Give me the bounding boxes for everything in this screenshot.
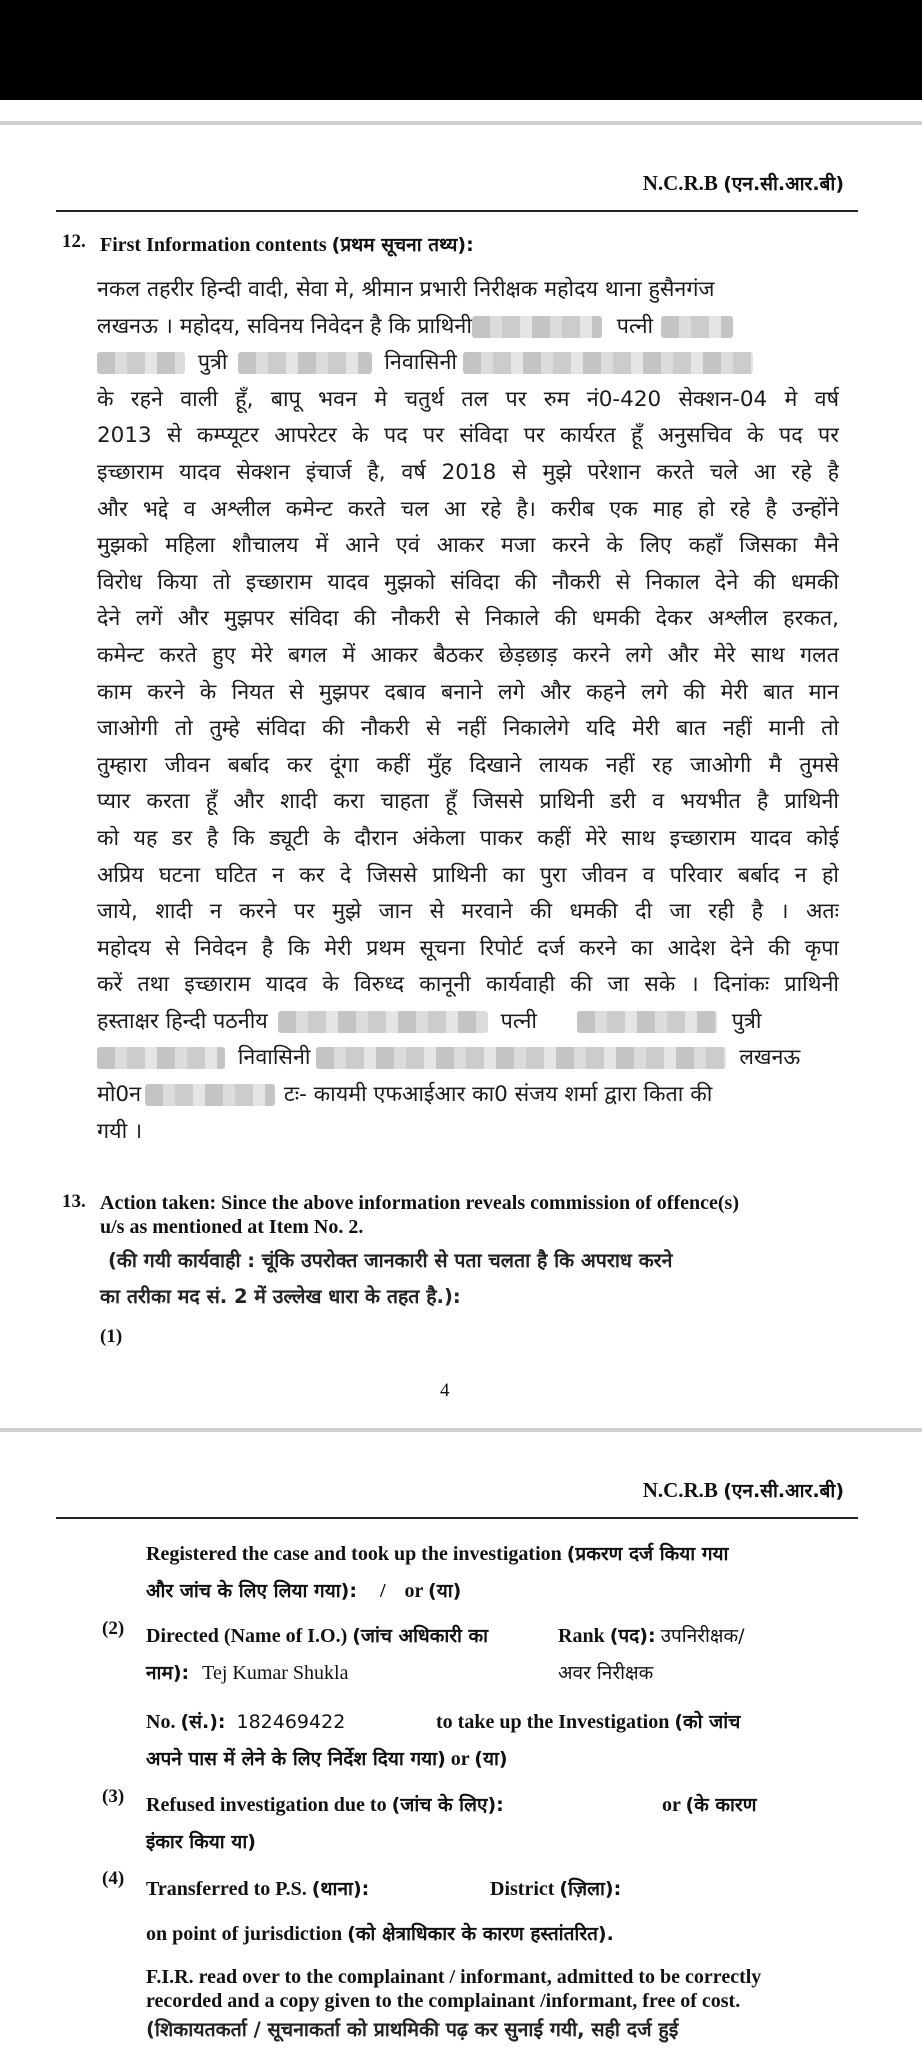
ncrb-label-hindi: (एन.सी.आर.बी) xyxy=(723,1480,844,1502)
rank-line1: Rank (पद): उपनिरीक्षक/ xyxy=(558,1625,745,1647)
io-number: 182469422 xyxy=(236,1711,346,1733)
narrative-line: को यह डर है कि ड्यूटी के दौरान अंकेला पाकर कहीं मेरे साथ इच्छाराम यादव कोई xyxy=(97,825,839,851)
narrative-line: अप्रिय घटना घटित न कर दे जिससे प्राथिनी का पुरा जीवन व परिवार बर्बाद न हो xyxy=(97,862,839,888)
narrative-line: मो0न टः- कायमी एफआईआर का0 संजय शर्मा द्वारा किता की xyxy=(97,1082,713,1108)
refused-line1: Refused investigation due to (जांच के लिए): xyxy=(146,1794,504,1816)
header-rule xyxy=(56,210,858,212)
section-13-hindi-line2: का तरीका मद सं. 2 में उल्लेख धारा के तहत है.): xyxy=(100,1285,461,1308)
jurisdiction-line: on point of jurisdiction (को क्षेत्राधिकार के कारण हस्तांतरित). xyxy=(146,1923,614,1945)
redacted-block xyxy=(97,1047,225,1069)
section-13-hindi-line1: (की गयी कार्यवाही : चूंकि उपरोक्त जानकारी से पता चलता है कि अपराध करने xyxy=(108,1249,673,1272)
narrative-line: निवासिनी लखनऊ xyxy=(97,1040,839,1077)
redacted-block xyxy=(661,316,733,338)
section-12-number: 12. xyxy=(62,231,86,252)
narrative-line: काम करने के नियत से मुझपर दबाव बनाने लगे और कहने लगे की मेरी बात मान xyxy=(97,679,839,705)
page-number: 4 xyxy=(440,1380,450,1401)
redacted-block xyxy=(577,1011,717,1033)
narrative-line: इच्छाराम यादव सेक्शन इंचार्ज है, वर्ष 2018 से मुझे परेशान करते चले आ रहे है xyxy=(97,459,839,485)
district-line: District (ज़िला): xyxy=(490,1878,622,1900)
narrative-line: के रहने वाली हूँ, बापू भवन मे चतुर्थ तल पर रुम नं0-420 सेक्शन-04 मे वर्ष xyxy=(97,386,839,412)
section-13-title-line2: u/s as mentioned at Item No. 2. xyxy=(100,1216,364,1238)
page-separator xyxy=(0,1428,922,1432)
redacted-block xyxy=(278,1011,488,1033)
ncrb-label: N.C.R.B xyxy=(642,1478,718,1502)
page-separator xyxy=(0,121,922,125)
redacted-block xyxy=(463,352,753,374)
item-4-index: (4) xyxy=(102,1868,125,1889)
narrative-line: प्यार करता हूँ और शादी करा चाहता हूँ जिससे प्राथिनी डरी व भयभीत है प्राथिनी xyxy=(97,789,839,815)
narrative-line: पुत्री निवासिनी xyxy=(97,345,839,382)
rank-value: उपनिरीक्षक/ xyxy=(660,1625,745,1647)
item-3-index: (3) xyxy=(102,1786,125,1807)
header-rule xyxy=(56,1517,858,1519)
section-12-title-hi: (प्रथम सूचना तथ्य): xyxy=(331,234,474,256)
section-12-title-en: First Information contents xyxy=(100,234,327,256)
narrative-line: महोदय से निवेदन है कि मेरी प्रथम सूचना रिपोर्ट दर्ज करने का आदेश देने की कृपा xyxy=(97,935,839,961)
rank-line2: अवर निरीक्षक xyxy=(558,1662,654,1684)
refused-line2: इंकार किया या) xyxy=(146,1831,256,1853)
narrative-line: जाओगी तो तुम्हे संविदा की नौकरी से नहीं निकालेगे यदि मेरी बात नहीं मानी तो xyxy=(97,716,839,742)
io-name: Tej Kumar Shukla xyxy=(202,1662,349,1684)
redacted-block xyxy=(472,316,602,338)
narrative-line: विरोध किया तो इच्छाराम यादव मुझको संविदा की नौकरी से निकाल देने की धमकी xyxy=(97,569,839,595)
narrative-line: 2013 से कम्प्यूटर आपरेटर के पद पर संविदा पर कार्यरत हूँ अनुसचिव के पद पर xyxy=(97,423,839,449)
ncrb-header xyxy=(643,1477,844,1503)
narrative-line: देने लगें और मुझपर संविदा की नौकरी से निकाले की धमकी देकर अश्लील हरकत, xyxy=(97,606,839,632)
registered-line1: Registered the case and took up the investigation (प्रकरण दर्ज किया गया xyxy=(146,1543,729,1565)
transferred-line: Transferred to P.S. (थाना): xyxy=(146,1878,370,1900)
section-13-title-line1: Action taken: Since the above information reveals commission of offence(s) xyxy=(100,1192,739,1214)
section-12-title xyxy=(100,231,474,257)
narrative-line: और भद्दे व अश्लील कमेन्ट करते चल आ रहे है। करीब एक माह हो रहे है उन्होंने xyxy=(97,496,839,522)
directed-line2: नाम): Tej Kumar Shukla xyxy=(146,1662,349,1684)
ncrb-label: N.C.R.B xyxy=(642,171,718,195)
narrative-line: मुझको महिला शौचालय में आने एवं आकर मजा करने के लिए कहाँ जिसका मैने xyxy=(97,533,839,559)
ncrb-header xyxy=(643,170,844,196)
narrative-line: हस्ताक्षर हिन्दी पठनीय पत्नी पुत्री xyxy=(97,1008,762,1034)
narrative-line: तुम्हारा जीवन बर्बाद कर दूंगा कहीं मुँह दिखाने लायक नहीं रह जाओगी मै तुमसे xyxy=(97,752,839,778)
item-2-index: (2) xyxy=(102,1618,125,1639)
take-up-line2: अपने पास में लेने के लिए निर्देश दिया गया) or (या) xyxy=(146,1748,508,1770)
take-up-line1: to take up the Investigation (को जांच xyxy=(436,1711,741,1733)
fir-read-line2: recorded and a copy given to the complainant /informant, free of cost. xyxy=(146,1990,741,2012)
top-black-bar xyxy=(0,0,922,100)
refused-or: or (के कारण xyxy=(662,1794,757,1816)
narrative-line: लखनऊ । महोदय, सविनय निवेदन है कि प्राथिनी पत्नी xyxy=(97,309,839,346)
narrative-line: जाये, शादी न करने पर मुझे जान से मरवाने की धमकी दी जा रही है । अतः xyxy=(97,899,839,925)
fir-read-hindi: (शिकायतकर्ता / सूचनाकर्ता को प्राथमिकी पढ़ कर सुनाई गयी, सही दर्ज हुई xyxy=(146,2018,679,2041)
first-information-narrative xyxy=(97,272,839,1150)
redacted-block xyxy=(316,1047,726,1069)
section-13-number: 13. xyxy=(62,1191,86,1212)
ncrb-label-hindi: (एन.सी.आर.बी) xyxy=(723,173,844,195)
narrative-line: करें तथा इच्छाराम यादव के विरुध्द कानूनी कार्यवाही की जा सके । दिनांकः प्राथिनी xyxy=(97,972,839,998)
fir-read-line1: F.I.R. read over to the complainant / informant, admitted to be correctly xyxy=(146,1966,762,1988)
redacted-block xyxy=(97,352,185,374)
redacted-block xyxy=(238,352,372,374)
directed-line1: Directed (Name of I.O.) (जांच अधिकारी का xyxy=(146,1625,489,1647)
registered-line2: और जांच के लिए लिया गया): / or (या) xyxy=(146,1580,462,1602)
narrative-line: गयी । xyxy=(97,1118,143,1144)
item-1-index: (1) xyxy=(100,1326,123,1347)
narrative-line: नकल तहरीर हिन्दी वादी, सेवा मे, श्रीमान प्रभारी निरीक्षक महोदय थाना हुसैनगंज xyxy=(97,277,715,302)
redacted-block xyxy=(145,1084,275,1106)
no-line1: No. (सं.): 182469422 xyxy=(146,1711,346,1733)
narrative-line: कमेन्ट करते हुए मेरे बगल में आकर बैठकर छेड़छाड़ करने लगे और मेरे साथ गलत xyxy=(97,642,839,668)
